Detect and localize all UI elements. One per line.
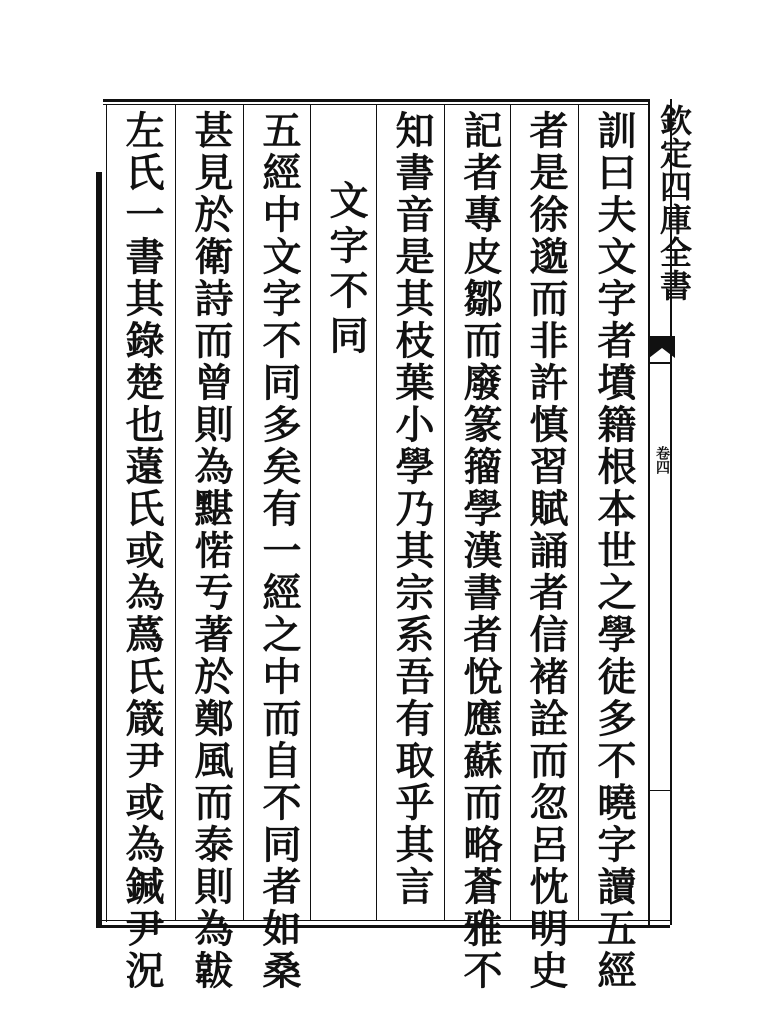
column-divider <box>510 104 511 920</box>
column-divider <box>578 104 579 920</box>
text-column-4: 知書音是其枝葉小學乃其宗系吾有取乎其言 <box>389 110 435 908</box>
column-divider <box>175 104 176 920</box>
frame-top-rule <box>103 99 648 102</box>
column-divider <box>376 104 377 920</box>
text-column-1: 訓曰夫文字者墳籍根本世之學徒多不曉字讀五經 <box>591 110 637 992</box>
collection-title: 欽定四庫全書 <box>655 104 693 302</box>
text-column-7: 甚見於衛詩而曾則為黮𢜪亐著於鄭風而泰則為韍 <box>188 110 234 992</box>
frame-right-rule <box>648 99 650 925</box>
frame-left-inner-rule <box>106 104 107 922</box>
column-divider <box>444 104 445 920</box>
text-column-6: 五經中文字不同多矣有一經之中而自不同者如桑 <box>256 110 302 992</box>
juan-label: 卷四 <box>654 446 670 474</box>
text-column-2: 者是徐邈而非許慎習賦誦者信褚詮而忽呂忱明史 <box>523 110 569 992</box>
fishtail-rule <box>648 362 672 364</box>
section-heading: 文字不同 <box>323 180 369 360</box>
column-divider <box>310 104 311 920</box>
frame-left-rule <box>96 172 102 927</box>
column-divider <box>243 104 244 920</box>
text-column-8: 左氏一書其錄楚也薳氏或為蔿氏箴尹或為鍼尹況 <box>119 110 165 992</box>
fishtail-mark-icon <box>649 334 675 360</box>
text-column-3: 記者專皮鄒而廢篆籀學漢書者悅應蘇而略蒼雅不 <box>457 110 503 992</box>
lower-fishtail-rule <box>650 790 670 791</box>
